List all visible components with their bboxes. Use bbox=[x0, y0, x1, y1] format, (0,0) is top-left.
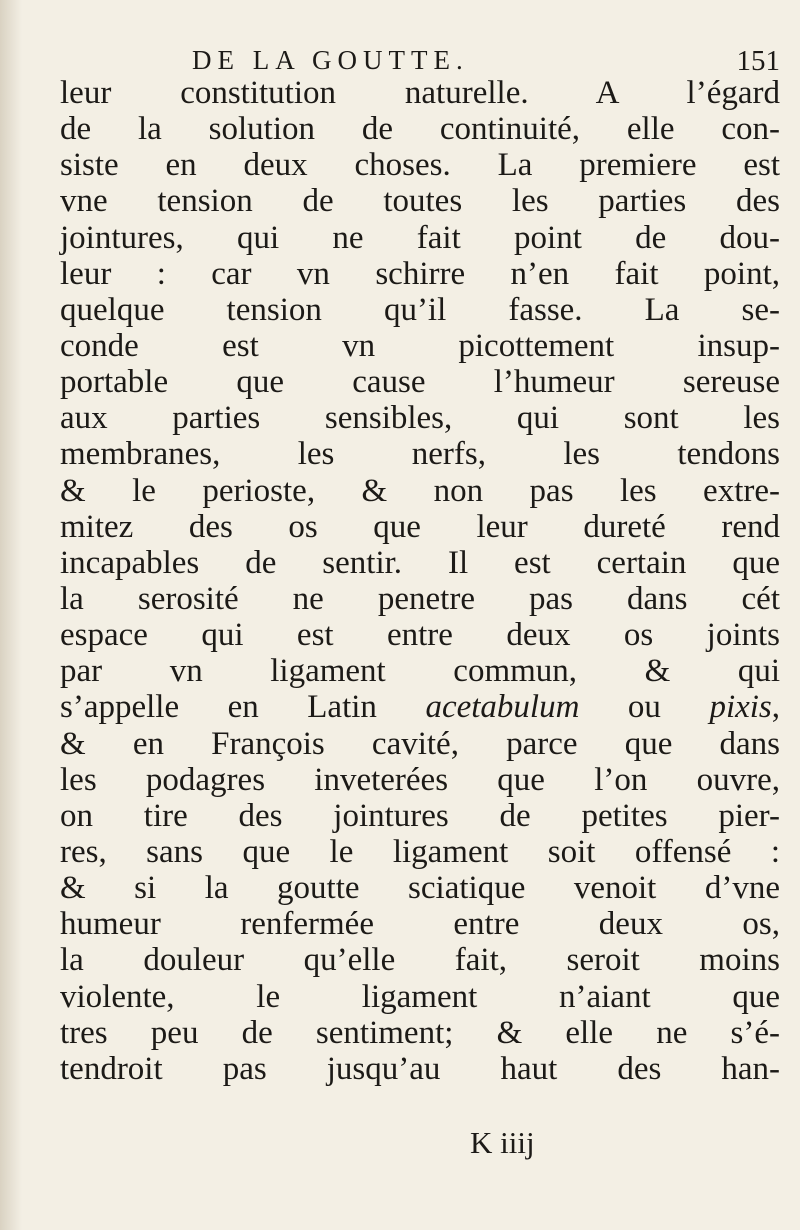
text-line: quelque tension qu’il fasse. La se- bbox=[60, 291, 780, 328]
body-text bbox=[60, 75, 780, 1087]
latin-term-acetabulum: acetabulum bbox=[425, 689, 580, 726]
text-line: aux parties sensibles, qui sont les bbox=[60, 400, 780, 437]
text-line: res, sans que le ligament soit offensé : bbox=[60, 833, 780, 870]
signature-mark: K iiij bbox=[470, 1125, 535, 1160]
text-line: la serosité ne penetre pas dans cét bbox=[60, 580, 780, 617]
text-line: vne tension de toutes les parties des bbox=[60, 183, 780, 220]
text-line: de la solution de continuité, elle con- bbox=[60, 111, 780, 148]
text-line: incapables de sentir. Il est certain que bbox=[60, 544, 780, 581]
text-line: & le perioste, & non pas les extre- bbox=[60, 472, 780, 509]
text-line: mitez des os que leur dureté rend bbox=[60, 508, 780, 545]
text-line: on tire des jointures de petites pier- bbox=[60, 797, 780, 834]
text-line: la douleur qu’elle fait, seroit moins bbox=[60, 942, 780, 979]
running-title: DE LA GOUTTE. bbox=[192, 45, 469, 75]
text-line: humeur renfermée entre deux os, bbox=[60, 906, 780, 943]
text-line: conde est vn picottement insup- bbox=[60, 327, 780, 364]
text-line: par vn ligament commun, & qui bbox=[60, 653, 780, 690]
text-line: violente, le ligament n’aiant que bbox=[60, 978, 780, 1015]
latin-line-middle: ou bbox=[579, 689, 710, 726]
text-line-latin-terms bbox=[60, 689, 780, 725]
text-line: portable que cause l’humeur sereuse bbox=[60, 364, 780, 401]
text-line: les podagres inveterées que l’on ouvre, bbox=[60, 761, 780, 798]
latin-line-before: s’appelle en Latin bbox=[60, 689, 426, 726]
text-line: leur : car vn schirre n’en fait point, bbox=[60, 255, 780, 292]
gutter-shadow bbox=[0, 0, 22, 1230]
text-line: & en François cavité, parce que dans bbox=[60, 725, 780, 762]
text-line: siste en deux choses. La premiere est bbox=[60, 147, 780, 184]
page-number: 151 bbox=[736, 45, 780, 77]
latin-term-pixis: pixis bbox=[709, 689, 772, 726]
text-line: leur constitution naturelle. A l’égard bbox=[60, 75, 780, 111]
text-line: espace qui est entre deux os joints bbox=[60, 617, 780, 654]
text-line: membranes, les nerfs, les tendons bbox=[60, 436, 780, 473]
latin-line-after: , bbox=[771, 689, 781, 726]
text-line: & si la goutte sciatique venoit d’vne bbox=[60, 870, 780, 907]
text-line: tendroit pas jusqu’au haut des han- bbox=[60, 1050, 780, 1087]
text-line: tres peu de sentiment; & elle ne s’é- bbox=[60, 1014, 780, 1051]
text-line: jointures, qui ne fait point de dou- bbox=[60, 219, 780, 256]
